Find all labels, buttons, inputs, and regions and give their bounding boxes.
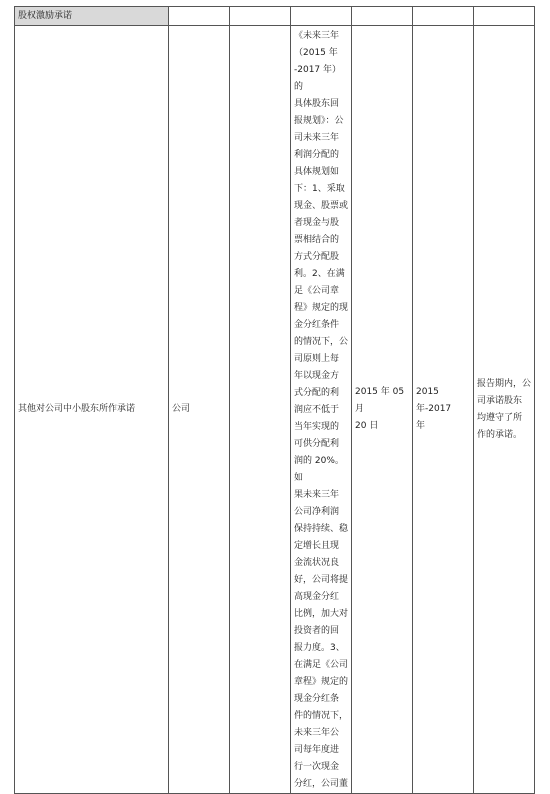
content-line: 司未来三年	[294, 133, 340, 143]
content-line: 的情况下，公	[294, 337, 349, 347]
content-line: 润应不低于	[294, 405, 340, 415]
content-line: 司原则上每	[294, 354, 340, 364]
time-line: 20 日	[355, 421, 379, 431]
header-row	[15, 7, 535, 26]
content-line: 者现金与股	[294, 218, 340, 228]
content-line: （2015 年	[294, 48, 338, 58]
content-line: 行一次现金	[294, 762, 340, 772]
commitment-content-cell	[291, 26, 352, 794]
content-line: 利。2、在满	[294, 269, 345, 279]
content-line: 年以现金方	[294, 371, 340, 381]
status-line: 作的承诺。	[477, 429, 523, 440]
commitment-table	[14, 6, 535, 794]
content-line: 司每年度进	[294, 745, 340, 755]
content-line: 件的情况下，	[294, 711, 349, 721]
commitment-time-cell	[352, 26, 413, 794]
commitment-status-cell	[474, 26, 535, 794]
content-line: 式分配的利	[294, 388, 340, 398]
content-line: 报规划》：公	[294, 116, 344, 126]
content-line: 果未来三年	[294, 490, 340, 500]
content-line: 分红，公司董	[294, 779, 349, 789]
commitment-kind-cell	[230, 26, 291, 794]
header-status-cell	[474, 7, 535, 26]
content-line: 未来三年公	[294, 728, 340, 738]
content-line: 投资者的回	[294, 626, 340, 636]
content-line: 在满足《公司	[294, 660, 349, 670]
content-line: 程》规定的现	[294, 303, 349, 313]
content-line: 报力度。3、	[294, 643, 345, 653]
content-line: 现金、股票或	[294, 201, 349, 211]
content-line: 利润分配的	[294, 150, 340, 160]
status-line: 报告期内，公	[477, 378, 532, 389]
content-line: 方式分配股	[294, 252, 340, 262]
content-line: 公司净利润	[294, 507, 340, 517]
content-line: 下：1、采取	[294, 184, 345, 194]
content-line: 可供分配利	[294, 439, 340, 449]
term-line: 年	[416, 421, 426, 431]
header-party-cell	[169, 7, 230, 26]
commitment-party-cell: 公司	[169, 26, 230, 794]
content-line: 足《公司章	[294, 286, 340, 296]
header-type-cell: 股权激励承诺	[15, 7, 169, 26]
status-line: 均遵守了所	[477, 412, 523, 423]
term-line: 2015 年-2017	[416, 387, 452, 414]
content-line: -2017 年）的	[294, 65, 342, 92]
content-line: 定增长且现	[294, 541, 340, 551]
content-line: 保持持续、稳	[294, 524, 349, 534]
time-line: 2015 年 05 月	[355, 387, 405, 414]
header-term-cell	[413, 7, 474, 26]
content-line: 金分红条件	[294, 320, 340, 330]
content-line: 当年实现的	[294, 422, 340, 432]
content-line: 高现金分红	[294, 592, 340, 602]
header-kind-cell	[230, 7, 291, 26]
content-line: 章程》规定的	[294, 677, 349, 687]
commitment-term-cell	[413, 26, 474, 794]
content-line: 金流状况良	[294, 558, 340, 568]
content-line: 具体股东回	[294, 99, 340, 109]
content-line: 《未来三年	[294, 31, 340, 41]
header-time-cell	[352, 7, 413, 26]
status-line: 司承诺股东	[477, 395, 523, 406]
commitment-row	[15, 26, 535, 794]
content-line: 润的 20%。如	[294, 456, 344, 483]
commitment-type-cell: 其他对公司中小股东所作承诺	[15, 26, 169, 794]
content-line: 好，公司将提	[294, 575, 349, 585]
content-line: 现金分红条	[294, 694, 340, 704]
content-line: 具体规划如	[294, 167, 340, 177]
content-line: 票相结合的	[294, 235, 340, 245]
content-line: 比例，加大对	[294, 609, 349, 619]
header-content-cell	[291, 7, 352, 26]
